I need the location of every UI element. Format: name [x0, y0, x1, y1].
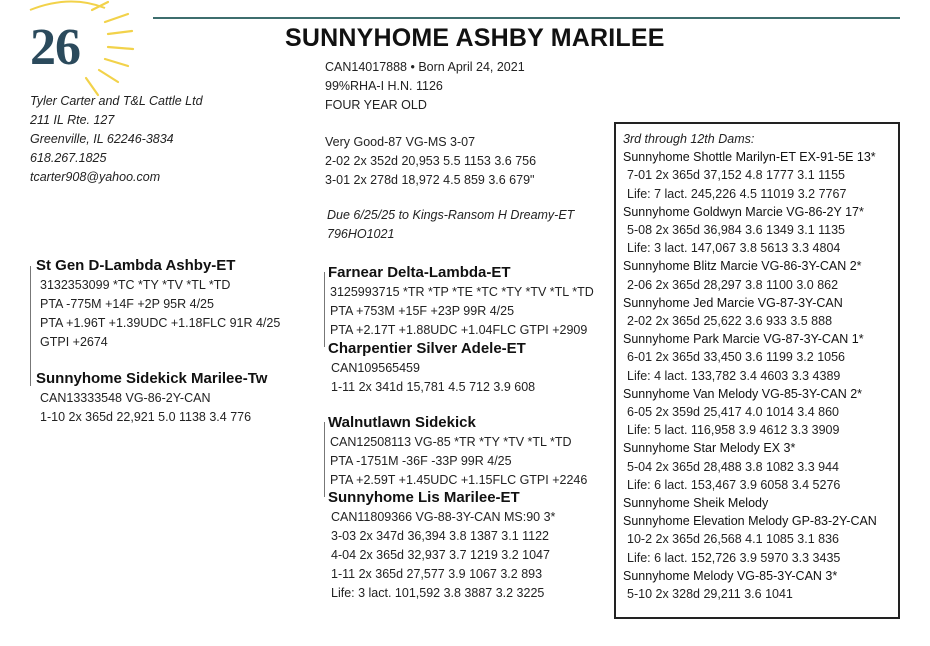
- dam-sire-details: [330, 433, 587, 490]
- dam-detail-line: CAN13333548 VG-86-2Y-CAN: [40, 391, 211, 405]
- dam-entry-name: Sunnyhome Jed Marcie VG-87-3Y-CAN: [623, 295, 843, 310]
- age-line: FOUR YEAR OLD: [325, 98, 427, 112]
- dam-entry-record: Life: 4 lact. 133,782 3.4 4603 3.3 4389: [627, 368, 841, 383]
- sire-sire-detail-line: PTA +2.17T +1.88UDC +1.04FLC GTPI +2909: [330, 323, 588, 337]
- due-date-line: Due 6/25/25 to Kings-Ransom H Dreamy-ET: [327, 208, 575, 222]
- sire-sire-detail-line: PTA +753M +15F +23P 99R 4/25: [330, 304, 515, 318]
- sire-dam-details: [331, 359, 535, 397]
- dam-entry-name: Sunnyhome Melody VG-85-3Y-CAN 3*: [623, 568, 838, 583]
- breed-line: 99%RHA-I H.N. 1126: [325, 79, 443, 93]
- dam-entry-name: Sunnyhome Elevation Melody GP-83-2Y-CAN: [623, 514, 877, 529]
- dam-dam-detail-line: Life: 3 lact. 101,592 3.8 3887 3.2 3225: [331, 586, 545, 600]
- sire-name: St Gen D-Lambda Ashby-ET: [36, 257, 236, 274]
- dam-dam-name: Sunnyhome Lis Marilee-ET: [328, 489, 520, 506]
- dam-sire-detail-line: PTA -1751M -36F -33P 99R 4/25: [330, 454, 512, 468]
- sire-dam-detail-line: 1-11 2x 341d 15,781 4.5 712 3.9 608: [331, 380, 536, 394]
- dam-detail-line: 1-10 2x 365d 22,921 5.0 1138 3.4 776: [40, 410, 252, 424]
- dam-entry-record: 6-05 2x 359d 25,417 4.0 1014 3.4 860: [627, 405, 839, 420]
- top-divider: [153, 17, 900, 19]
- dam-entry-record: Life: 7 lact. 245,226 4.5 11019 3.2 7767: [627, 186, 847, 201]
- sun-burst-icon: [0, 0, 160, 100]
- dam-entry-name: Sunnyhome Blitz Marcie VG-86-3Y-CAN 2*: [623, 259, 862, 274]
- dam-name: Sunnyhome Sidekick Marilee-Tw: [36, 370, 268, 387]
- dam-entry-record: 2-06 2x 365d 28,297 3.8 1100 3.0 862: [627, 277, 839, 292]
- consignor-street: 211 IL Rte. 127: [30, 113, 115, 127]
- lot-number: 26: [30, 19, 80, 76]
- pedigree-connector: [324, 272, 325, 347]
- dam-dam-detail-line: CAN11809366 VG-88-3Y-CAN MS:90 3*: [331, 510, 556, 524]
- pedigree-connector: [324, 422, 325, 497]
- sire-dam-name: Charpentier Silver Adele-ET: [328, 340, 526, 357]
- consignor-phone: 618.267.1825: [30, 151, 107, 165]
- dam-entry-record: 5-04 2x 365d 28,488 3.8 1082 3.3 944: [627, 459, 839, 474]
- extended-dams-list: [623, 130, 877, 603]
- dam-sire-name: Walnutlawn Sidekick: [328, 414, 476, 431]
- classification-score: Very Good-87 VG-MS 3-07: [325, 135, 476, 149]
- dam-entry-record: 7-01 2x 365d 37,152 4.8 1777 3.1 1155: [627, 168, 846, 183]
- animal-name-title: SUNNYHOME ASHBY MARILEE: [285, 24, 665, 52]
- sire-detail-line: GTPI +2674: [40, 335, 108, 349]
- sire-detail-line: 3132353099 *TC *TY *TV *TL *TD: [40, 278, 231, 292]
- dam-entry-record: Life: 5 lact. 116,958 3.9 4612 3.3 3909: [627, 423, 840, 438]
- classification-records: [325, 133, 536, 190]
- sire-dam-detail-line: CAN109565459: [331, 361, 420, 375]
- dam-details: [40, 389, 251, 427]
- dam-sire-detail-line: CAN12508113 VG-85 *TR *TY *TV *TL *TD: [330, 435, 572, 449]
- sire-detail-line: PTA +1.96T +1.39UDC +1.18FLC 91R 4/25: [40, 316, 281, 330]
- sire-detail-line: PTA -775M +14F +2P 95R 4/25: [40, 297, 214, 311]
- sire-details: [40, 276, 280, 352]
- dam-entry-record: 6-01 2x 365d 33,450 3.6 1199 3.2 1056: [627, 350, 846, 365]
- dam-sire-detail-line: PTA +2.59T +1.45UDC +1.15FLC GTPI +2246: [330, 473, 588, 487]
- dam-dam-details: [331, 508, 555, 603]
- consignor-city: Greenville, IL 62246-3834: [30, 132, 174, 146]
- dam-entry-record: Life: 3 lact. 147,067 3.8 5613 3.3 4804: [627, 241, 841, 256]
- dam-entry-record: 5-08 2x 365d 36,984 3.6 1349 3.1 1135: [627, 223, 846, 238]
- dam-dam-detail-line: 1-11 2x 365d 27,577 3.9 1067 3.2 893: [331, 567, 543, 581]
- due-date-info: [327, 206, 574, 244]
- dams-heading: 3rd through 12th Dams:: [623, 132, 755, 146]
- consignor-name: Tyler Carter and T&L Cattle Ltd: [30, 94, 203, 108]
- dam-entry-name: Sunnyhome Park Marcie VG-87-3Y-CAN 1*: [623, 332, 864, 347]
- dam-entry-name: Sunnyhome Goldwyn Marcie VG-86-2Y 17*: [623, 204, 864, 219]
- registration-line: CAN14017888 • Born April 24, 2021: [325, 60, 525, 74]
- production-record: 3-01 2x 278d 18,972 4.5 859 3.6 679": [325, 173, 535, 187]
- service-sire-code: 796HO1021: [327, 227, 395, 241]
- dam-dam-detail-line: 4-04 2x 365d 32,937 3.7 1219 3.2 1047: [331, 548, 550, 562]
- dam-entry-record: Life: 6 lact. 152,726 3.9 5970 3.3 3435: [627, 550, 841, 565]
- consignor-email[interactable]: tcarter908@yahoo.com: [30, 170, 161, 184]
- dam-entry-name: Sunnyhome Star Melody EX 3*: [623, 441, 796, 456]
- sire-sire-details: [330, 283, 594, 340]
- sire-sire-name: Farnear Delta-Lambda-ET: [328, 264, 511, 281]
- dam-entry-record: Life: 6 lact. 153,467 3.9 6058 3.4 5276: [627, 477, 841, 492]
- dam-entry-name: Sunnyhome Van Melody VG-85-3Y-CAN 2*: [623, 386, 863, 401]
- consignor-info: [30, 92, 203, 187]
- dam-dam-detail-line: 3-03 2x 347d 36,394 3.8 1387 3.1 1122: [331, 529, 550, 543]
- dam-entry-record: 2-02 2x 365d 25,622 3.6 933 3.5 888: [627, 314, 833, 329]
- pedigree-connector: [30, 266, 31, 386]
- sire-sire-detail-line: 3125993715 *TR *TP *TE *TC *TY *TV *TL *TD: [330, 285, 594, 299]
- registration-info: [325, 58, 525, 115]
- dam-entry-record: 5-10 2x 328d 29,211 3.6 1041: [627, 587, 793, 602]
- dam-entry-record: 10-2 2x 365d 26,568 4.1 1085 3.1 836: [627, 532, 839, 547]
- dam-entry-name: Sunnyhome Shottle Marilyn-ET EX-91-5E 13*: [623, 150, 876, 165]
- production-record: 2-02 2x 352d 20,953 5.5 1153 3.6 756: [325, 154, 537, 168]
- dam-entry-name: Sunnyhome Sheik Melody: [623, 496, 769, 511]
